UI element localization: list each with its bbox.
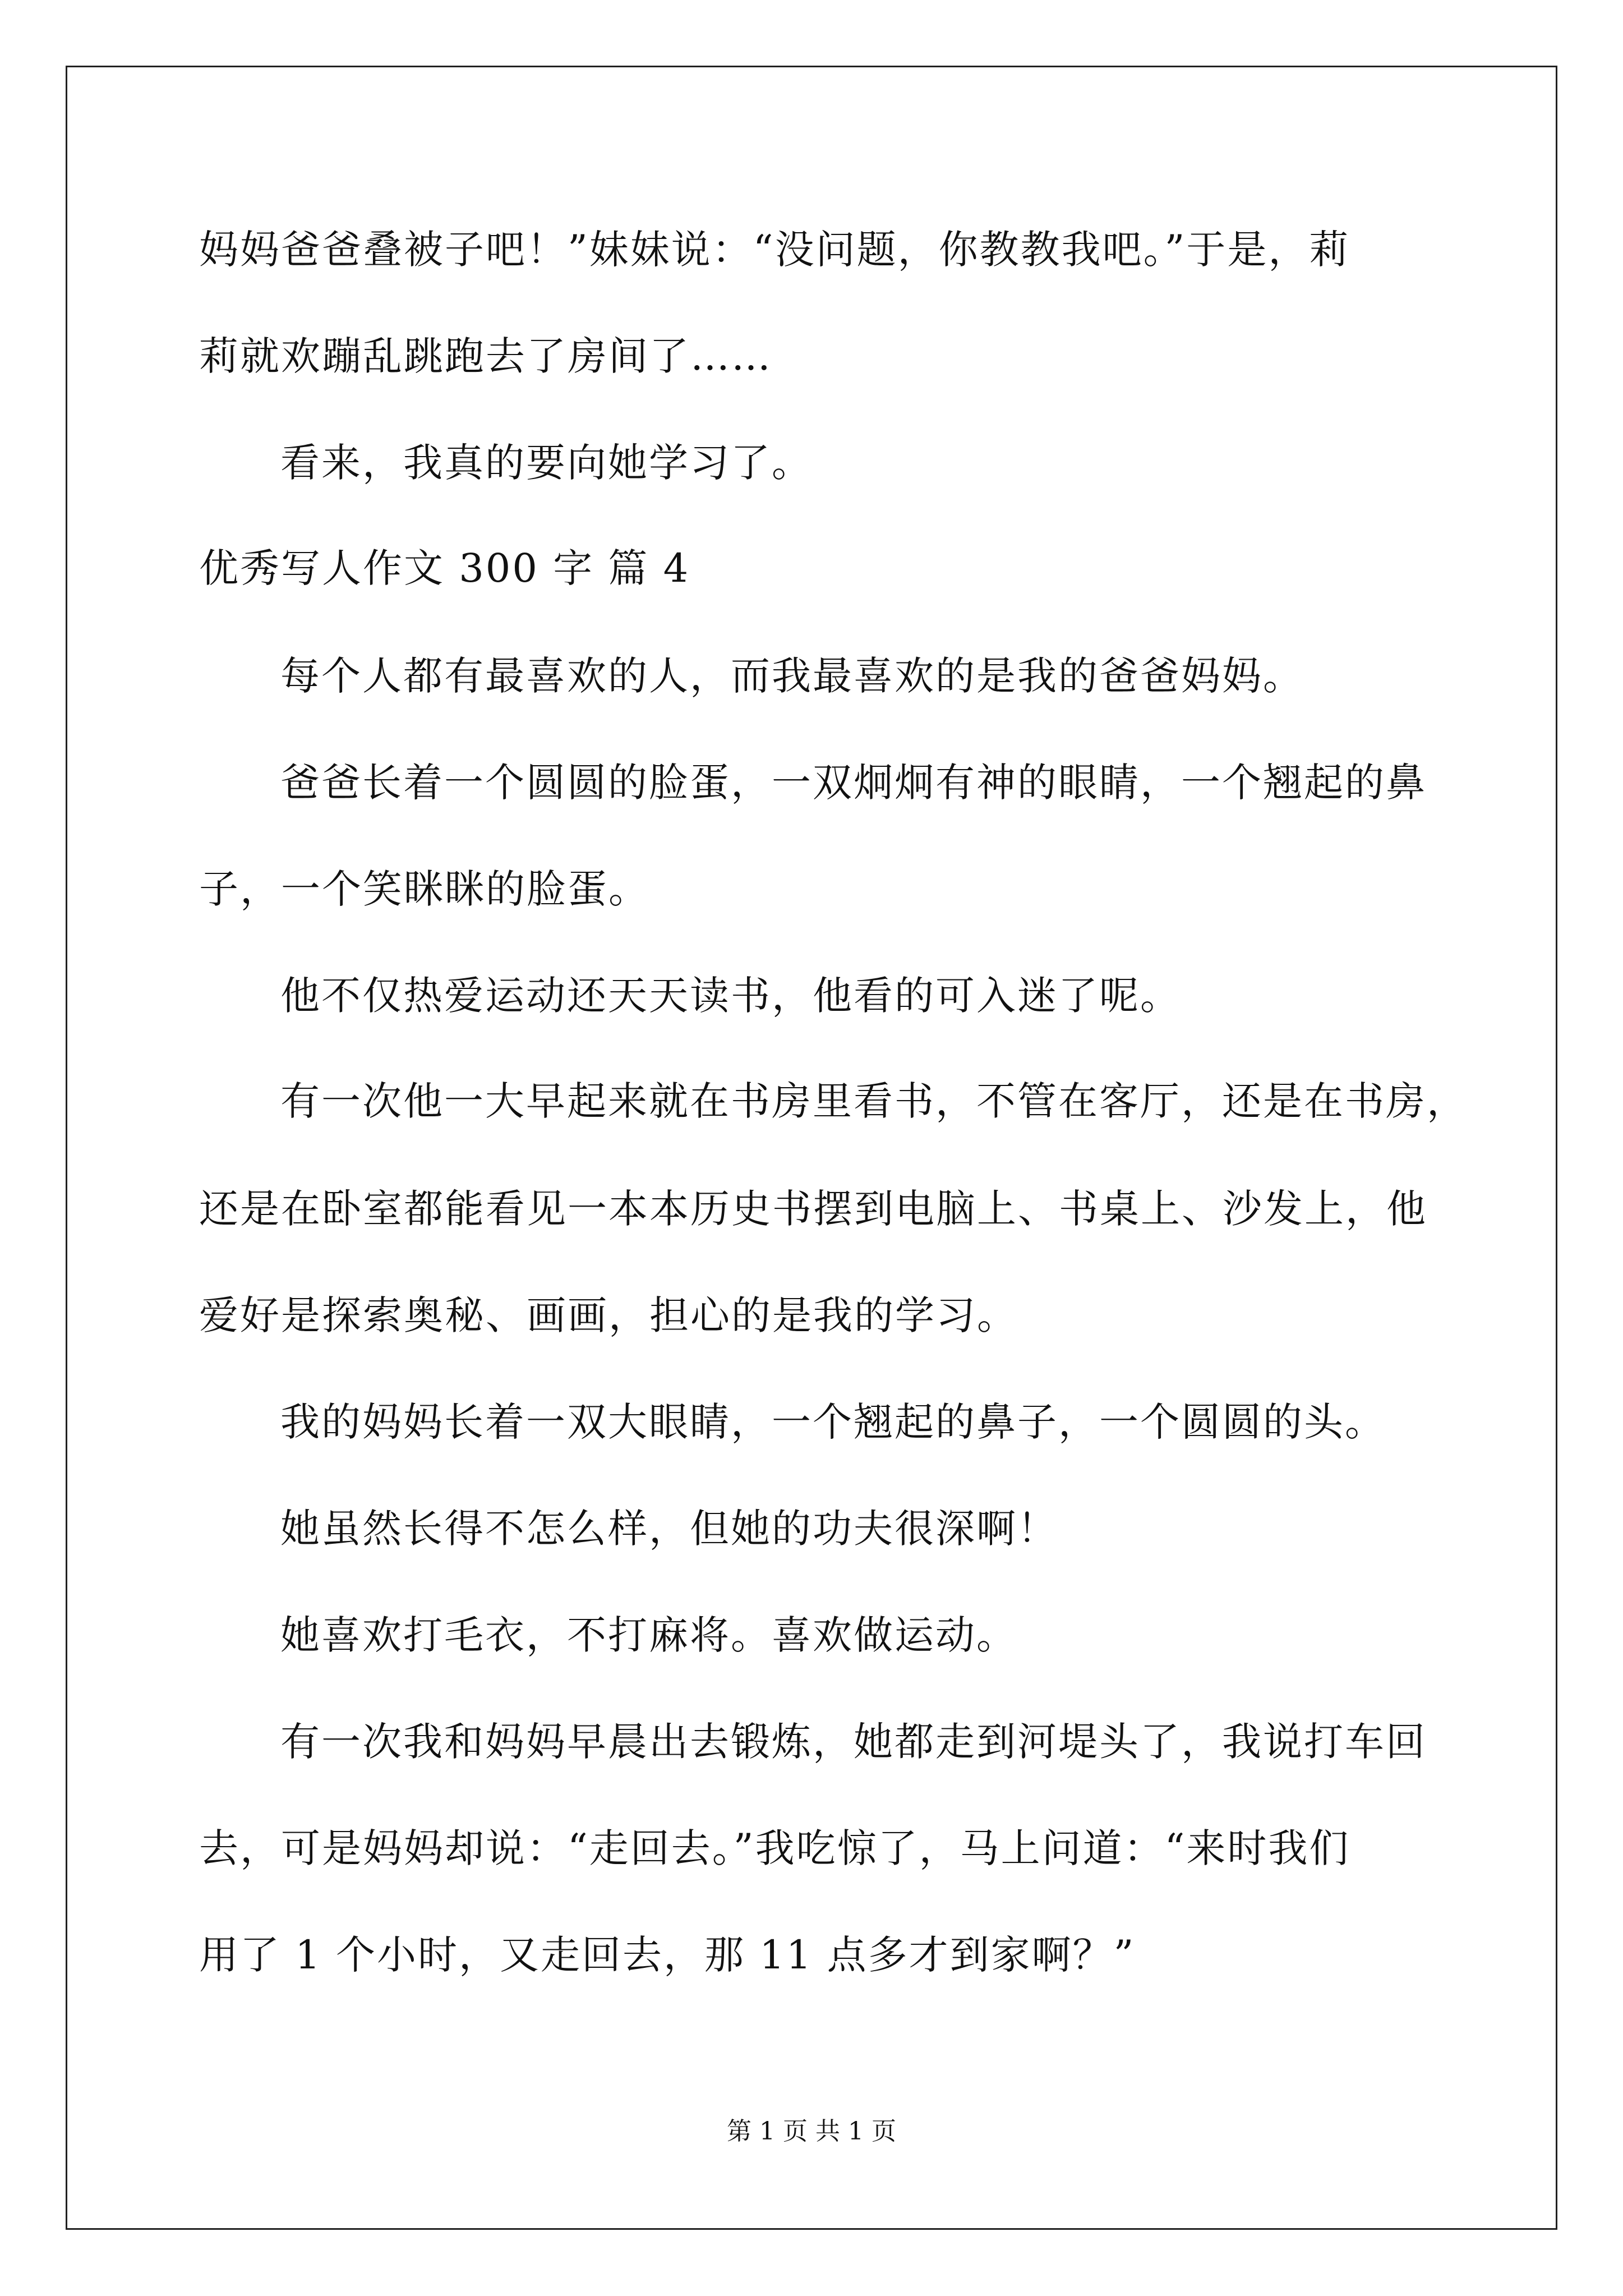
text-line: 用了 1 个小时，又走回去，那 11 点多才到家啊？”	[199, 1932, 1136, 1978]
text-line: 爱好是探索奥秘、画画，担心的是我的学习。	[199, 1292, 1018, 1338]
text-line: 还是在卧室都能看见一本本历史书摆到电脑上、书桌上、沙发上，他	[199, 1186, 1427, 1232]
paragraph-line: 他不仅热爱运动还天天读书，他看的可入迷了呢。	[280, 973, 1181, 1019]
text-line: 莉就欢蹦乱跳跑去了房间了……	[199, 333, 772, 379]
paragraph-line: 有一次我和妈妈早晨出去锻炼，她都走到河堤头了，我说打车回	[280, 1719, 1427, 1765]
paragraph-line: 我的妈妈长着一双大眼睛，一个翘起的鼻子，一个圆圆的头。	[280, 1399, 1386, 1445]
text-line: 子，一个笑眯眯的脸蛋。	[199, 866, 649, 912]
paragraph-line: 每个人都有最喜欢的人，而我最喜欢的是我的爸爸妈妈。	[280, 653, 1304, 699]
text-line: 妈妈爸爸叠被子吧！”妹妹说：“没问题，你教教我吧。”于是，莉	[199, 227, 1350, 273]
paragraph-line: 她喜欢打毛衣，不打麻将。喜欢做运动。	[280, 1612, 1017, 1658]
page-border	[66, 66, 1557, 2230]
paragraph-line: 看来，我真的要向她学习了。	[280, 440, 813, 486]
paragraph-line: 她虽然长得不怎么样，但她的功夫很深啊！	[280, 1506, 1058, 1552]
section-heading: 优秀写人作文 300 字 篇 4	[199, 545, 690, 591]
paragraph-line: 爸爸长着一个圆圆的脸蛋，一双炯炯有神的眼睛，一个翘起的鼻	[280, 760, 1427, 806]
text-line: 去，可是妈妈却说：“走回去。”我吃惊了，马上问道：“来时我们	[199, 1825, 1350, 1871]
page-footer: 第 1 页 共 1 页	[727, 2117, 896, 2146]
paragraph-line: 有一次他一大早起来就在书房里看书，不管在客厅，还是在书房，	[280, 1078, 1468, 1124]
